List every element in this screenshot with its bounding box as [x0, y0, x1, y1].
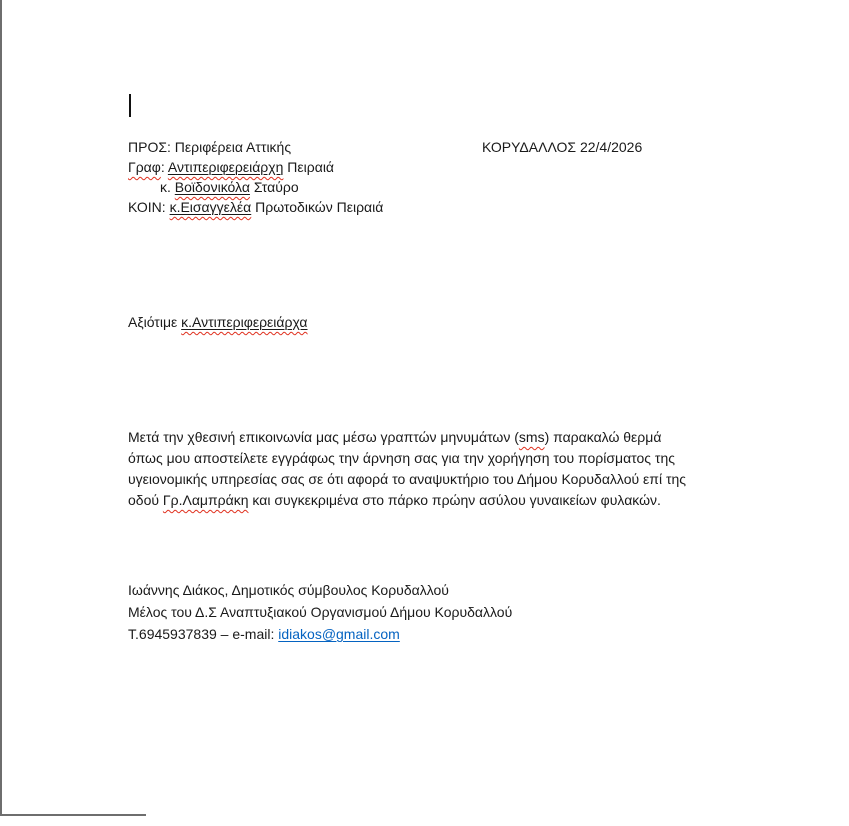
- body-text: και συγκεκριμένα στο πάρκο πρώην ασύλου γυναικείων φυλακών.: [248, 492, 661, 508]
- signature-role-line: [128, 601, 512, 623]
- recipient-line-1: [128, 137, 643, 157]
- salutation-prefix: Αξιότιμε: [128, 314, 182, 330]
- underlined-text: κ.Αντιπεριφερειάρχα: [181, 314, 308, 330]
- page-left-border: [0, 0, 2, 814]
- colon: :: [160, 159, 168, 175]
- signature-name-line: [128, 579, 512, 601]
- body-text: υγειονομικής υπηρεσίας σας σε ότι αφορά το αναψυκτήριο του Δήμου Κορυδαλλού επί της: [128, 471, 687, 487]
- signature-block[interactable]: [128, 579, 512, 645]
- recipient-line-3-prefix: κ.: [160, 179, 175, 195]
- recipient-block[interactable]: [128, 137, 643, 217]
- signature-contact-line: [128, 623, 512, 645]
- recipient-line-3: [128, 177, 383, 197]
- word-antiperifereiarxi: [168, 159, 284, 175]
- text-caret: [129, 94, 131, 117]
- recipient-line-3-suffix: Σταύρο: [249, 179, 299, 195]
- body-line-4: [128, 490, 686, 511]
- body-text: ) παρακαλώ θερμά: [544, 429, 662, 445]
- underlined-text: Βοϊδονικόλα: [174, 179, 250, 195]
- body-line-1: [128, 427, 686, 448]
- phone-and-email-label: Τ.6945937839 – e-mail:: [128, 626, 279, 642]
- recipient-line-4-suffix: Πρωτοδικών Πειραιά: [251, 199, 384, 215]
- body-text: οδού: [128, 492, 163, 508]
- recipient-line-4: [128, 197, 383, 217]
- email-link[interactable]: idiakos@gmail.com: [278, 626, 400, 642]
- signer-role: Μέλος του Δ.Σ Αναπτυξιακού Οργανισμού Δήμου Κορυδαλλού: [128, 604, 513, 620]
- word-sms: sms: [518, 429, 545, 445]
- underlined-text: Αντιπεριφερειάρχη: [167, 159, 284, 175]
- page-bottom-border: [0, 814, 146, 816]
- underlined-text: κ.Εισαγγελέα: [169, 199, 252, 215]
- body-text: όπως μου αποστείλετε εγγράφως την άρνηση σας για την χορήγηση του πορίσματος της: [128, 450, 675, 466]
- recipient-line-2: [128, 157, 383, 177]
- recipient-cc: ΚΟΙΝ:: [128, 199, 170, 215]
- body-line-3: [128, 469, 686, 490]
- salutation-line[interactable]: [128, 312, 308, 332]
- body-paragraph[interactable]: [128, 427, 686, 511]
- signer-name-title: Ιωάννης Διάκος, Δημοτικός σύμβουλος Κορυδαλλού: [128, 582, 449, 598]
- word-eisaggelea: [170, 199, 252, 215]
- salutation-title: [181, 314, 307, 330]
- word-graf: Γραφ: [128, 159, 161, 175]
- body-line-2: [128, 448, 686, 469]
- recipient-to: ΠΡΟΣ: Περιφέρεια Αττικής: [128, 139, 292, 155]
- recipient-line-2-suffix: Πειραιά: [283, 159, 335, 175]
- word-voidonikola: [175, 179, 250, 195]
- letter-date: ΚΟΡΥΔΑΛΛΟΣ 22/4/2026: [482, 139, 643, 155]
- word-lamprakis-street: Γρ.Λαμπράκη: [162, 492, 249, 508]
- body-text: Μετά την χθεσινή επικοινωνία μας μέσω γραπτών μηνυμάτων (: [128, 429, 519, 445]
